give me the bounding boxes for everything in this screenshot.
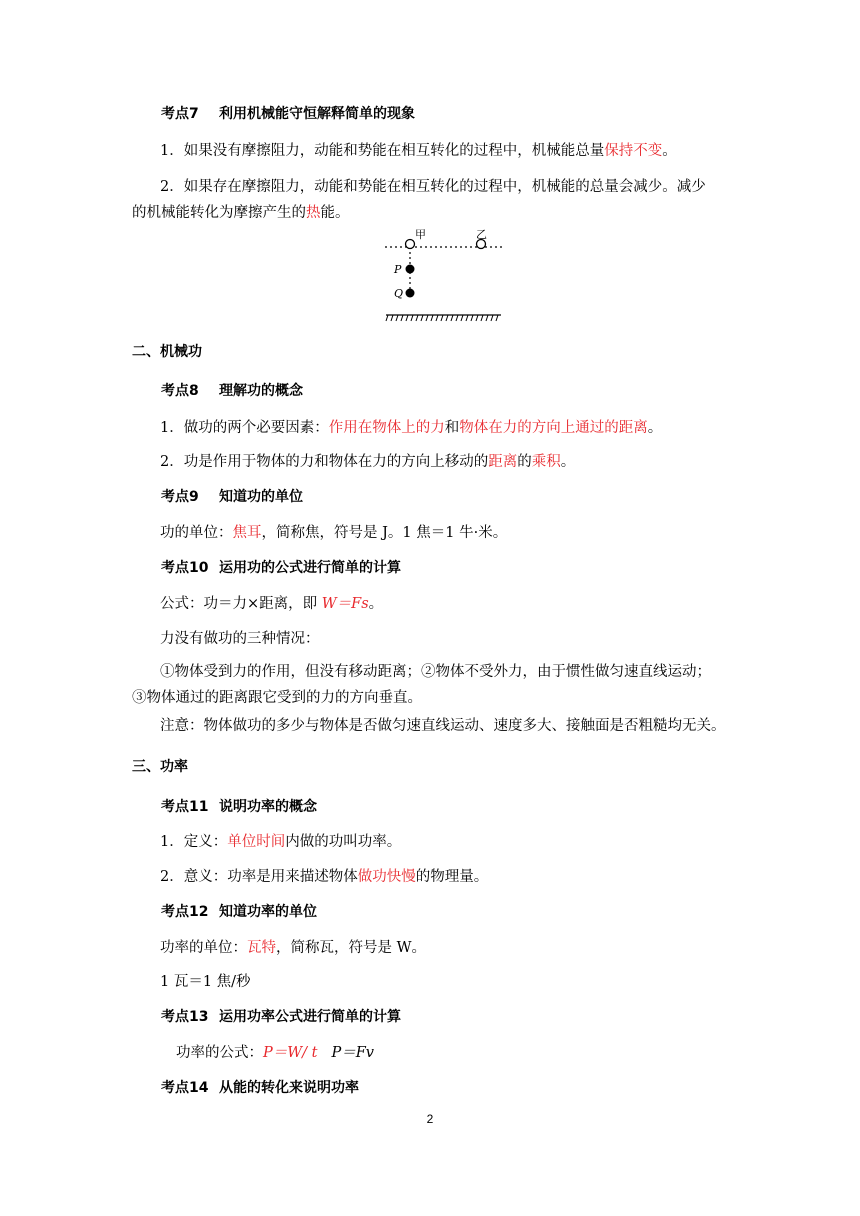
formula-text: P＝W/ t bbox=[263, 1045, 318, 1061]
highlight-text: 乘积 bbox=[531, 454, 561, 470]
kp12-heading bbox=[161, 899, 761, 925]
text-run: 功率的单位： bbox=[160, 940, 247, 956]
text-run: 和 bbox=[444, 420, 460, 436]
text-run: 的 bbox=[517, 454, 532, 470]
hatch-tick bbox=[456, 315, 458, 321]
kp13-number: 考点13 bbox=[161, 1009, 209, 1025]
text-run: 1．做功的两个必要因素： bbox=[160, 420, 329, 436]
hatch-tick bbox=[431, 315, 433, 321]
kp7-number: 考点7 bbox=[161, 106, 199, 122]
text-run: 内做的功叫功率。 bbox=[285, 834, 402, 850]
text-line: ①物体受到力的作用，但没有移动距离；②物体不受外力，由于惯性做匀速直线运动； bbox=[160, 664, 711, 680]
text-run: 。 bbox=[647, 420, 663, 436]
kp14-heading bbox=[161, 1075, 761, 1101]
hatch-tick bbox=[441, 315, 443, 321]
hatch-tick bbox=[461, 315, 463, 321]
text-line: 2．如果存在摩擦阻力，动能和势能在相互转化的过程中，机械能的总量会减少。减少 bbox=[160, 179, 706, 195]
hatch-tick bbox=[421, 315, 423, 321]
text-run: 的机械能转化为摩擦产生的 bbox=[132, 205, 306, 221]
highlight-text: 热 bbox=[306, 205, 321, 221]
hatch-tick bbox=[406, 315, 408, 321]
label-q: Q bbox=[394, 287, 404, 300]
hatch-tick bbox=[476, 315, 478, 321]
hatch-tick bbox=[471, 315, 473, 321]
text-run: 公式：功＝力×距离，即 bbox=[160, 596, 322, 612]
kp10-paragraph-3 bbox=[132, 659, 732, 711]
hatch-tick bbox=[496, 315, 498, 321]
ground-hatch bbox=[386, 315, 498, 321]
kp8-paragraph-1 bbox=[132, 415, 732, 441]
hatch-tick bbox=[491, 315, 493, 321]
hatch-tick bbox=[446, 315, 448, 321]
kp14-title: 从能的转化来说明功率 bbox=[219, 1080, 359, 1096]
highlight-text: 单位时间 bbox=[227, 834, 286, 850]
ball-jia-icon bbox=[406, 240, 415, 249]
kp13-heading bbox=[161, 1004, 761, 1030]
kp11-title: 说明功率的概念 bbox=[219, 799, 317, 815]
text-run: 的物理量。 bbox=[415, 869, 489, 885]
kp8-heading bbox=[161, 378, 761, 404]
text-run: 能。 bbox=[320, 205, 350, 221]
highlight-text: 保持不变 bbox=[604, 143, 663, 159]
hatch-tick bbox=[411, 315, 413, 321]
highlight-text: 距离 bbox=[488, 454, 518, 470]
point-p-icon bbox=[406, 265, 415, 274]
text-run: 1．定义： bbox=[160, 834, 228, 850]
energy-diagram bbox=[380, 226, 510, 326]
highlight-text: 瓦特 bbox=[247, 940, 276, 956]
kp9-paragraph-1 bbox=[132, 520, 732, 546]
text-run: 。 bbox=[368, 596, 384, 612]
text-run: 。 bbox=[560, 454, 576, 470]
kp10-number: 考点10 bbox=[161, 560, 209, 576]
kp9-heading bbox=[161, 484, 761, 510]
kp8-title: 理解功的概念 bbox=[219, 383, 303, 399]
kp12-title: 知道功率的单位 bbox=[219, 904, 317, 920]
kp10-paragraph-2 bbox=[132, 626, 732, 652]
kp7-heading bbox=[161, 101, 761, 127]
kp11-number: 考点11 bbox=[161, 799, 209, 815]
highlight-text: 作用在物体上的力 bbox=[328, 420, 445, 436]
hatch-tick bbox=[426, 315, 428, 321]
text-line: ③物体通过的距离跟它受到的力的方向垂直。 bbox=[132, 690, 422, 706]
hatch-tick bbox=[486, 315, 488, 321]
text-run: 力没有做功的三种情况： bbox=[160, 631, 320, 647]
kp9-number: 考点9 bbox=[161, 489, 199, 505]
hatch-tick bbox=[401, 315, 403, 321]
kp10-paragraph-1 bbox=[132, 591, 732, 617]
highlight-text: 焦耳 bbox=[232, 525, 262, 541]
hatch-tick bbox=[386, 315, 388, 321]
kp13-title: 运用功率公式进行简单的计算 bbox=[219, 1009, 401, 1025]
highlight-text: 物体在力的方向上通过的距离 bbox=[459, 420, 648, 436]
hatch-tick bbox=[391, 315, 393, 321]
kp12-number: 考点12 bbox=[161, 904, 209, 920]
highlight-text: 做功快慢 bbox=[357, 869, 416, 885]
kp7-paragraph-2 bbox=[132, 174, 732, 226]
hatch-tick bbox=[436, 315, 438, 321]
section-heading-power: 三、功率 bbox=[132, 759, 188, 775]
text-run: 功的单位： bbox=[160, 525, 233, 541]
kp11-paragraph-1 bbox=[132, 829, 732, 855]
kp7-title: 利用机械能守恒解释简单的现象 bbox=[219, 106, 415, 122]
text-run: 1．如果没有摩擦阻力，动能和势能在相互转化的过程中，机械能总量 bbox=[160, 143, 605, 159]
kp12-paragraph-2 bbox=[132, 969, 732, 995]
text-run: 1 瓦＝1 焦/秒 bbox=[160, 974, 251, 990]
kp8-paragraph-2 bbox=[132, 449, 732, 475]
formula-text: W＝Fs bbox=[321, 596, 369, 612]
kp8-number: 考点8 bbox=[161, 383, 199, 399]
text-run: 2．意义：功率是用来描述物体 bbox=[160, 869, 358, 885]
section-heading-work: 二、机械功 bbox=[132, 344, 202, 360]
hatch-tick bbox=[481, 315, 483, 321]
hatch-tick bbox=[416, 315, 418, 321]
kp12-paragraph-1 bbox=[132, 935, 732, 961]
kp10-title: 运用功的公式进行简单的计算 bbox=[219, 560, 401, 576]
kp10-heading bbox=[161, 555, 761, 581]
hatch-tick bbox=[396, 315, 398, 321]
hatch-tick bbox=[466, 315, 468, 321]
kp7-paragraph-1 bbox=[132, 138, 732, 164]
kp14-number: 考点14 bbox=[161, 1080, 209, 1096]
label-yi: 乙 bbox=[476, 228, 487, 241]
kp10-paragraph-4 bbox=[132, 713, 732, 739]
kp9-title: 知道功的单位 bbox=[219, 489, 303, 505]
text-run: ，简称瓦，符号是 W。 bbox=[276, 940, 427, 956]
label-jia: 甲 bbox=[415, 228, 426, 241]
label-p: P bbox=[394, 263, 402, 276]
kp11-paragraph-2 bbox=[132, 864, 732, 890]
text-run: 。 bbox=[662, 143, 677, 159]
kp11-heading bbox=[161, 794, 761, 820]
text-run: 功率的公式： bbox=[176, 1045, 263, 1061]
text-run: 2．功是作用于物体的力和物体在力的方向上移动的 bbox=[160, 454, 489, 470]
page-number: 2 bbox=[426, 1112, 434, 1126]
point-q-icon bbox=[406, 289, 415, 298]
kp13-paragraph-1 bbox=[132, 1040, 732, 1066]
formula-text: P＝Fv bbox=[331, 1045, 374, 1061]
hatch-tick bbox=[451, 315, 453, 321]
text-run: ，简称焦，符号是 J。1 焦＝1 牛·米。 bbox=[261, 525, 508, 541]
text-run: 注意：物体做功的多少与物体是否做匀速直线运动、速度多大、接触面是否粗糙均无关。 bbox=[160, 718, 726, 734]
